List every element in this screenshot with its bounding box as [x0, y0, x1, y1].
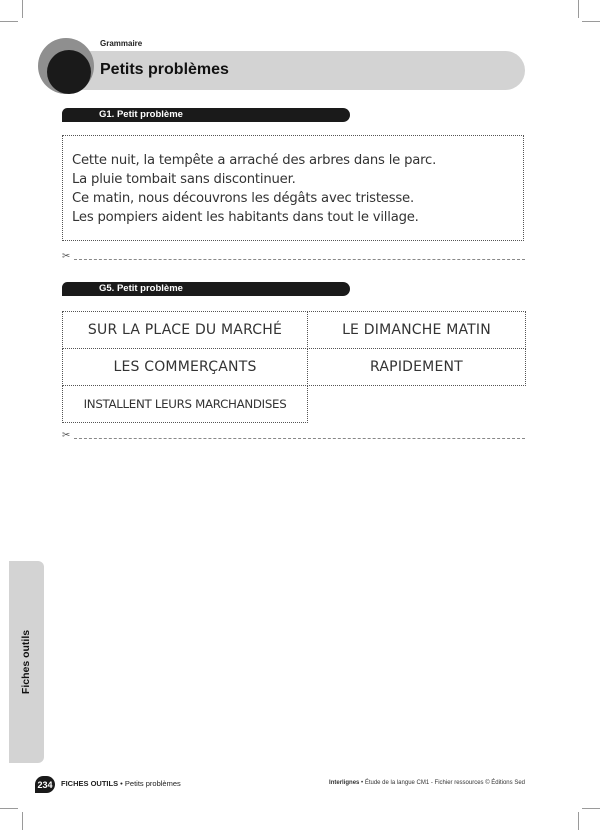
dashed-divider: [74, 438, 525, 439]
crop-mark: [22, 812, 23, 830]
word-group-card: INSTALLENT LEURS MARCHANDISES: [62, 385, 308, 423]
scissors-icon: ✂: [62, 430, 71, 441]
crop-mark: [578, 812, 579, 830]
section-label-text: G5. Petit problème: [99, 283, 183, 294]
section-label-g5: [62, 282, 350, 296]
word-group-card: RAPIDEMENT: [307, 348, 526, 386]
problem-sentence: La pluie tombait sans discontinuer.: [72, 172, 296, 187]
crop-mark: [582, 21, 600, 22]
crop-mark: [0, 21, 18, 22]
dashed-divider: [74, 259, 525, 260]
page-number: 234: [35, 776, 55, 793]
section-label-g1: [62, 108, 350, 122]
side-tab-label: Fiches outils: [20, 629, 32, 695]
section-label-text: G1. Petit problème: [99, 109, 183, 120]
crop-mark: [0, 808, 18, 809]
problem-sentence: Les pompiers aident les habitants dans tout le village.: [72, 210, 419, 225]
problem-text-box: [62, 135, 524, 241]
cut-line: [62, 251, 525, 265]
page-title: Petits problèmes: [100, 61, 229, 78]
header-circle-decoration: [47, 50, 91, 94]
footer-credit-brand: Interlignes: [329, 780, 360, 786]
problem-sentence: Ce matin, nous découvrons les dégâts avec tristesse.: [72, 191, 414, 206]
word-group-card: SUR LA PLACE DU MARCHÉ: [62, 311, 308, 349]
footer-credit-text: • Étude de la langue CM1 - Fichier ressources © Éditions Sed: [359, 780, 525, 786]
crop-mark: [578, 0, 579, 18]
footer-credit: [329, 780, 525, 786]
scissors-icon: ✂: [62, 251, 71, 262]
footer-section-name: FICHES OUTILS: [61, 779, 119, 788]
word-group-card: LES COMMERÇANTS: [62, 348, 308, 386]
crop-mark: [582, 808, 600, 809]
crop-mark: [22, 0, 23, 18]
problem-sentence: Cette nuit, la tempête a arraché des arbres dans le parc.: [72, 153, 437, 168]
footer-topic: Petits problèmes: [124, 779, 181, 788]
word-group-card: LE DIMANCHE MATIN: [307, 311, 526, 349]
subject-label: Grammaire: [100, 39, 143, 48]
cut-line: [62, 430, 525, 444]
footer-separator: •: [118, 779, 125, 788]
footer-section: [61, 779, 181, 788]
